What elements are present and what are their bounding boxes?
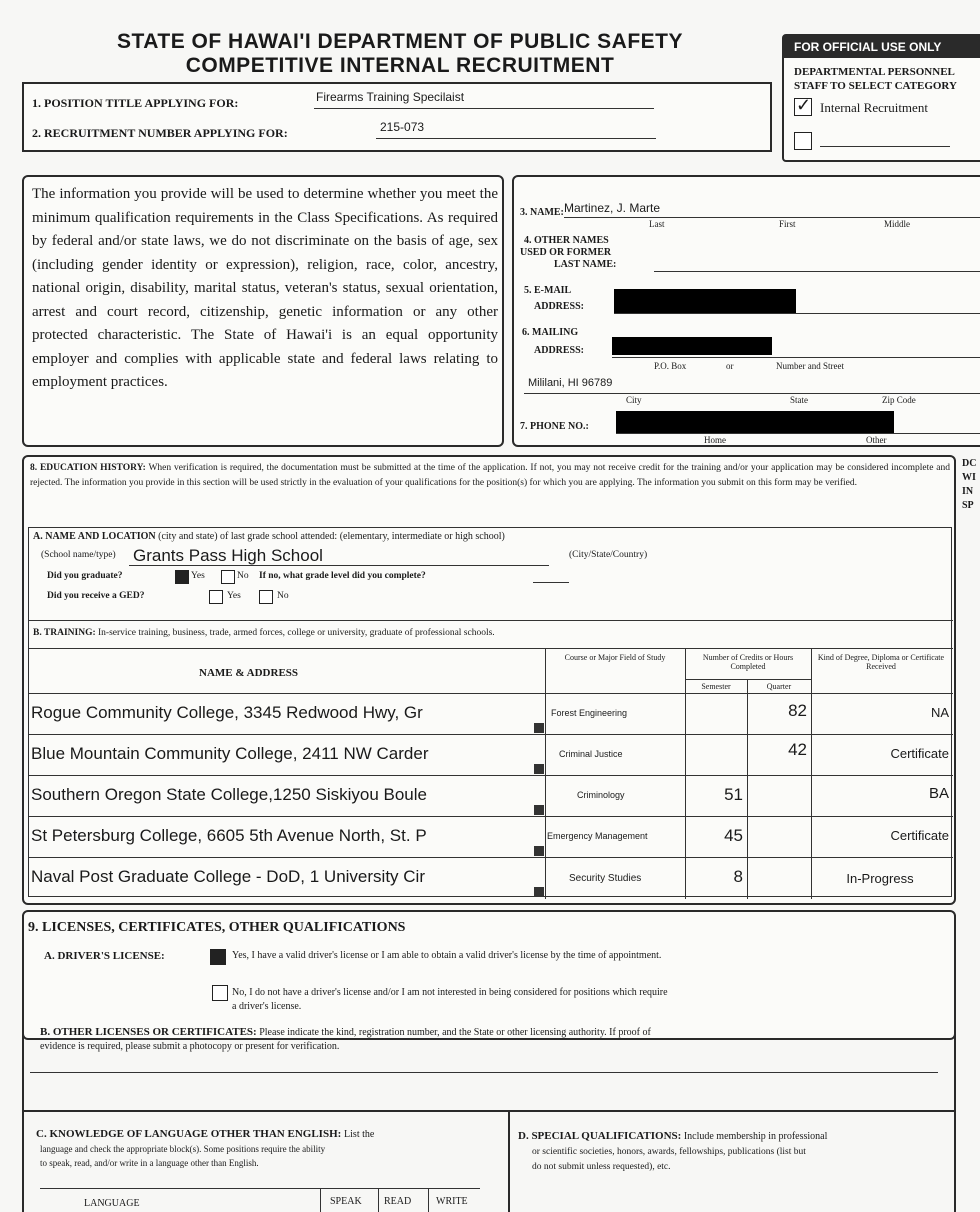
expand-icon[interactable] [534,805,544,815]
expand-icon[interactable] [534,764,544,774]
school-label: (School name/type) [41,550,116,560]
official-use-title: FOR OFFICIAL USE ONLY [784,36,980,58]
read-col-header: READ [384,1196,412,1207]
other-names-label1: 4. OTHER NAMES [524,235,609,246]
ged-yes-checkbox[interactable] [209,590,223,604]
section-b-heading [33,628,495,638]
official-use-line2: STAFF TO SELECT CATEGORY [794,80,957,92]
speak-col-header: SPEAK [330,1196,362,1207]
lang-vline-2 [378,1188,379,1212]
row-quarter[interactable]: 82 [788,701,807,720]
other-caption: Other [866,435,887,445]
education-intro [30,461,950,491]
official-use-line1: DEPARTMENTAL PERSONNEL [794,66,955,78]
licenses-heading: 9. LICENSES, CERTIFICATES, OTHER QUALIFICATIONS [28,920,406,935]
phone-label: 7. PHONE NO.: [520,421,589,432]
internal-recruitment-checkbox[interactable] [794,95,812,116]
section-a-divider [29,620,953,621]
row-semester[interactable]: 51 [724,785,743,804]
or-caption: or [726,361,734,371]
name-line [564,217,980,218]
name-last-caption: Last [649,219,665,229]
table-row [29,734,953,775]
side-text-2: WI [962,472,976,483]
graduate-no-checkbox[interactable] [221,570,235,584]
graduate-yes-checkbox[interactable] [175,570,189,584]
special-quals-text1: Include membership in professional [683,1131,828,1142]
education-inner-box [28,527,952,897]
drivers-license-yes-text: Yes, I have a valid driver's license or I am able to obtain a valid driver's license by the time of appointment. [232,950,662,961]
table-row [29,775,953,816]
row-semester[interactable]: 8 [733,867,743,886]
city-value[interactable]: Mililani, HI 96789 [528,377,613,389]
mailing-label1: 6. MAILING [522,327,579,338]
other-names-line [654,271,980,272]
po-box-caption: P.O. Box [654,361,687,371]
row-course[interactable]: Forest Engineering [551,708,628,718]
email-redaction [614,289,796,313]
ged-question: Did you receive a GED? [47,591,145,601]
name-label: 3. NAME: [520,207,564,218]
language-text1: language and check the appropriate block(s). Some positions require the ability [40,1144,326,1154]
section-a-label: A. NAME AND LOCATION [33,531,156,542]
other-licenses-text1: Please indicate the kind, registration number, and the State or other licensing authority. If proof of [259,1027,651,1038]
expand-icon[interactable] [534,723,544,733]
official-use-box [782,34,980,162]
section-a-text: (city and state) of last grade school attended: (elementary, intermediate or high school) [158,531,505,542]
recruitment-number-label: 2. RECRUITMENT NUMBER APPLYING FOR: [32,126,288,140]
recruitment-number-line [376,138,656,139]
lower-frame-divider [22,1110,956,1112]
city-caption: City [626,395,642,405]
notice-box [22,175,504,447]
table-row [29,693,953,734]
graduate-no-label: No [237,571,249,581]
credits-subheader-line [685,679,811,680]
drivers-license-label: A. DRIVER'S LICENSE: [44,950,165,962]
row-degree[interactable]: NA [930,705,949,720]
cd-divider [508,1110,510,1212]
notice-text: The information you provide will be used to determine whether you meet the minimum qualification requirements in the Class Specifications. As required by federal and/or state laws, we do not discriminate on the basis of age, sex (including gender identity or expression), religion, race, color, ancestry, national origin, disability, marital status, veteran's status, sexual orientation, arrest and court record, citizenship, genetic information or any other protected characteristic. The State of Hawai'i is an equal opportunity employer and complies with applicable state and federal laws relating to employment practices. [32,186,498,390]
home-caption: Home [704,435,726,445]
other-category-checkbox[interactable] [794,132,812,150]
side-text-3: IN [962,486,974,497]
position-title-label: 1. POSITION TITLE APPLYING FOR: [32,96,239,110]
mailing-label2: ADDRESS: [534,345,585,356]
email-label2: ADDRESS: [534,301,585,312]
section-b-label: B. TRAINING: [33,628,96,638]
col-header-degree: Kind of Degree, Diploma or Certificate Received [817,653,945,671]
col-header-semester: Semester [701,682,731,691]
language-heading [36,1128,374,1140]
form-title-line2: COMPETITIVE INTERNAL RECRUITMENT [185,54,615,77]
ged-yes-label: Yes [227,591,241,601]
row-course[interactable]: Criminology [577,790,625,800]
grade-line [533,582,569,583]
row-course[interactable]: Security Studies [569,873,642,884]
special-quals-text3: do not submit unless requested), etc. [532,1162,671,1172]
education-box [22,455,956,905]
section-a-heading [33,531,505,542]
side-text-4: SP [962,500,974,511]
row-degree[interactable]: In-Progress [846,871,914,886]
mailing-redaction [612,337,772,355]
row-name[interactable]: Southern Oregon State College,1250 Siskiyou Boule [31,785,427,804]
row-quarter[interactable]: 42 [788,740,807,759]
language-table-top [40,1188,480,1189]
grade-question: If no, what grade level did you complete? [259,571,426,581]
name-value[interactable]: Martinez, J. Marte [564,201,661,215]
name-first-caption: First [779,219,796,229]
licenses-lower-frame [22,1000,956,1212]
position-box [22,82,772,152]
graduate-yes-label: Yes [191,571,205,581]
school-value[interactable]: Grants Pass High School [133,546,323,565]
special-quals-heading [518,1130,827,1142]
ged-no-checkbox[interactable] [259,590,273,604]
language-text2: to speak, read, and/or write in a language other than English. [40,1158,259,1168]
other-licenses-text2: evidence is required, please submit a photocopy or present for verification. [40,1041,340,1052]
position-title-line [314,108,654,109]
check-mark-icon: ✓ [796,95,812,115]
row-name[interactable]: Blue Mountain Community College, 2411 NW Carder [31,744,429,763]
row-name[interactable]: St Petersburg College, 6605 5th Avenue North, St. P [31,826,427,845]
zip-caption: Zip Code [882,395,916,405]
lang-vline-1 [320,1188,321,1212]
email-label1: 5. E-MAIL [524,285,572,296]
mailing-line [612,357,980,358]
table-row [29,816,953,857]
table-row [29,857,953,899]
row-course[interactable]: Criminal Justice [559,749,623,759]
col-header-name: NAME & ADDRESS [199,667,299,679]
row-course[interactable]: Emergency Management [547,831,648,841]
side-text-1: DC [962,458,977,469]
section-b-text: In-service training, business, trade, armed forces, college or university, graduate of professional schools. [98,628,495,638]
email-line [614,313,980,314]
other-category-line [820,146,950,147]
expand-icon[interactable] [534,887,544,897]
applicant-box [512,175,980,447]
name-middle-caption: Middle [884,219,910,229]
language-label-tail: List the [344,1129,375,1140]
other-licenses-label: B. OTHER LICENSES OR CERTIFICATES: [40,1026,257,1038]
row-degree[interactable]: Certificate [890,828,949,843]
state-caption: State [790,395,808,405]
row-degree[interactable]: BA [928,785,949,802]
number-street-caption: Number and Street [776,361,844,371]
recruitment-number-value[interactable]: 215-073 [380,120,425,134]
special-quals-text2: or scientific societies, honors, awards, fellowships, publications (list but [532,1147,806,1157]
phone-line [616,433,980,434]
write-col-header: WRITE [436,1196,468,1207]
phone-redaction [616,411,894,433]
form-title-line1: STATE OF HAWAI'I DEPARTMENT OF PUBLIC SAFETY [117,30,683,53]
training-table [29,648,953,899]
row-degree[interactable]: Certificate [890,746,949,761]
internal-recruitment-label: Internal Recruitment [820,100,928,115]
education-heading: 8. EDUCATION HISTORY: [30,463,146,473]
ged-no-label: No [277,591,289,601]
col-header-course: Course or Major Field of Study [564,653,666,662]
language-label: C. KNOWLEDGE OF LANGUAGE OTHER THAN ENGLISH: [36,1128,342,1140]
row-name[interactable]: Naval Post Graduate College - DoD, 1 University Cir [31,867,425,886]
other-names-label3: LAST NAME: [554,259,617,270]
school-line [129,565,549,566]
education-text: When verification is required, the documentation must be submitted at the time of the application. If not, you may not receive credit for the training and/or your application may be considered incomplete and rejected. The information you provide in this section will be used strictly in the evaluation of your qualifications for the position(s) for which you are applying. The information you submit on this form may be verified. [30,463,950,488]
expand-icon[interactable] [534,846,544,856]
row-semester[interactable]: 45 [724,826,743,845]
drivers-license-no-text1: No, I do not have a driver's license and/or I am not interested in being considered for positions which require [232,987,668,998]
city-line [524,393,980,394]
language-col-header: LANGUAGE [84,1198,140,1209]
drivers-license-yes-checkbox[interactable] [210,949,226,965]
lang-vline-3 [428,1188,429,1212]
graduate-question: Did you graduate? [47,571,123,581]
other-names-label2: USED OR FORMER [520,247,612,258]
row-name[interactable]: Rogue Community College, 3345 Redwood Hwy, Gr [31,703,423,722]
col-header-quarter: Quarter [766,682,792,691]
drivers-license-no-text2: a driver's license. [232,1001,302,1012]
position-title-value[interactable]: Firearms Training Specilaist [316,90,465,104]
drivers-license-no-checkbox[interactable] [212,985,228,1001]
special-quals-label: D. SPECIAL QUALIFICATIONS: [518,1130,682,1142]
col-header-credits: Number of Credits or Hours Completed [702,653,794,671]
city-country-label: (City/State/Country) [569,550,648,560]
